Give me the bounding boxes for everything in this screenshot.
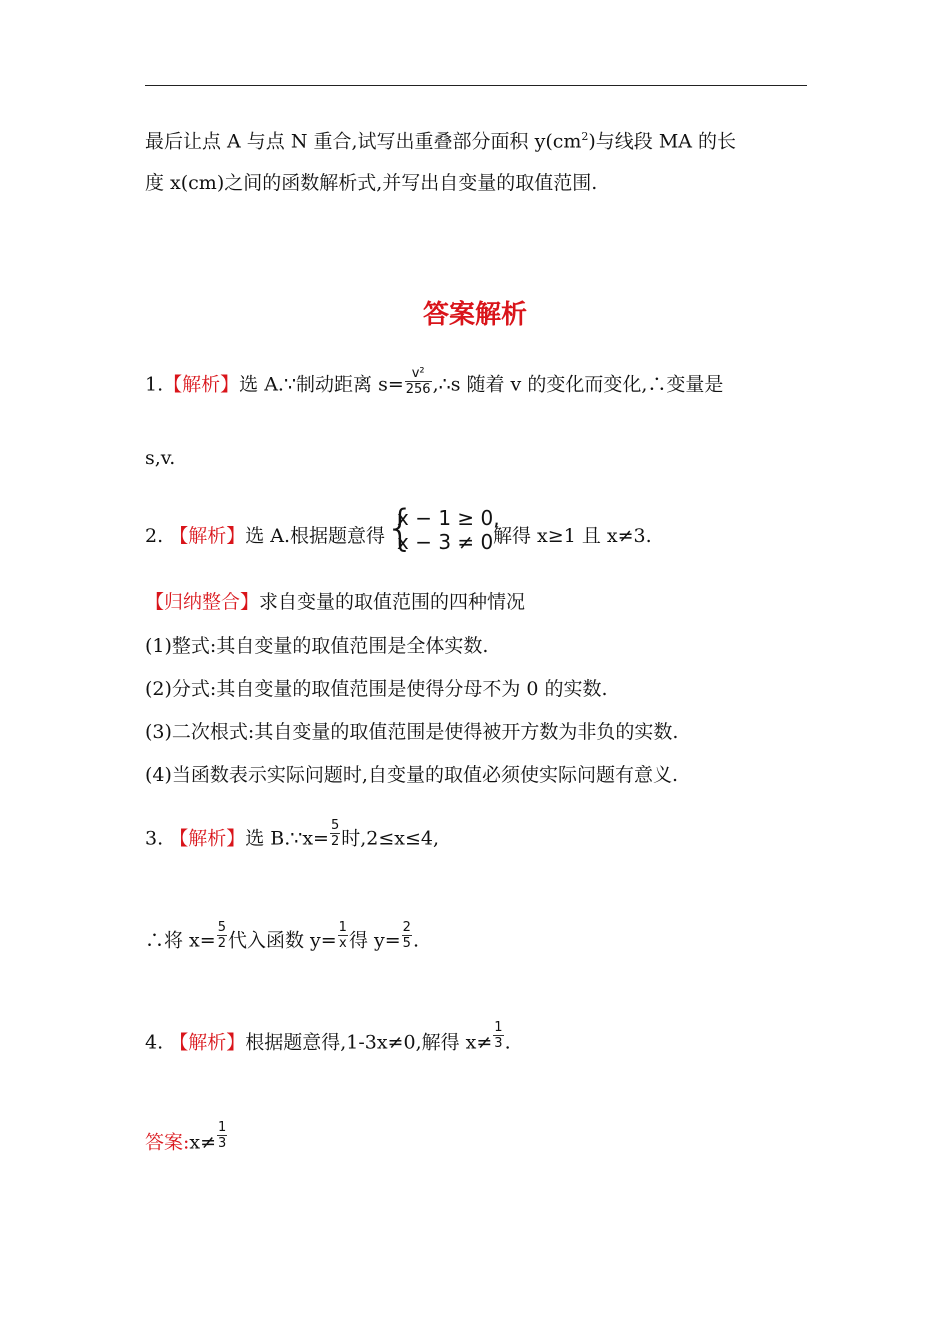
summary-heading: 【归纳整合】求自变量的取值范围的四种情况 <box>145 591 526 613</box>
q3-line: 3. 【解析】选 B.∵x= $\frac{5}{2}$ 时,2≤x≤4, <box>145 818 440 850</box>
section-title: 答案解析 <box>422 300 527 330</box>
problem-text-line-1: 最后让点 A 与点 N 重合,试写出重叠部分面积 $y(cm^2)$与线段 MA 的长 <box>145 130 737 153</box>
q4-fraction: $\frac{1}{3}$ <box>494 1020 503 1051</box>
answer-label: 答案: <box>145 1131 190 1154</box>
summary-tag: 【归纳整合】 <box>145 591 260 613</box>
q2-tag: 【解析】 <box>169 525 246 547</box>
q1-line: 1.【解析】选 A.∵制动距离 s= $\frac{\text{v²}}{256}$ ,∴s 随着 v 的变化而变化,∴变量是 <box>145 366 724 397</box>
q3-fraction-4: $\frac{2}{5}$ <box>402 920 411 951</box>
q3-tag: 【解析】 <box>169 827 246 850</box>
q3-line-2: ∴将 x= $\frac{5}{2}$ 代入函数 y= $\frac{1}{x}$ 得 y= $\frac{2}{5}$ . <box>145 920 419 952</box>
problem-text-line-2: 度 x(cm)之间的函数解析式,并写出自变量的取值范围. <box>145 172 598 194</box>
q1-continuation: s,v. <box>145 447 176 469</box>
header-rule <box>145 85 807 86</box>
q2-line: 2. 【解析】选 A.根据题意得 { x − 1 ≥ 0, x − 3 ≠ 0 解得 x≥1 且 x≠3. <box>145 500 652 556</box>
summary-item: (2)分式:其自变量的取值范围是使得分母不为 0 的实数. <box>145 678 608 700</box>
q3-fraction-1: $\frac{5}{2}$ <box>330 818 340 849</box>
answer-fraction: $\frac{1}{3}$ <box>218 1120 227 1151</box>
q1-fraction: $\frac{\text{v²}}{256}$ <box>405 366 431 397</box>
q4-line: 4. 【解析】根据题意得,1-3x≠0,解得 x≠ $\frac{1}{3}$ . <box>145 1020 511 1054</box>
summary-item: (1)整式:其自变量的取值范围是全体实数. <box>145 635 489 657</box>
q1-tag: 【解析】 <box>163 373 240 396</box>
superscript: 2 <box>581 130 589 143</box>
q3-fraction-3: $\frac{1}{x}$ <box>338 920 347 951</box>
summary-item: (4)当函数表示实际问题时,自变量的取值必须使实际问题有意义. <box>145 764 678 786</box>
q2-equation-system: { x − 1 ≥ 0, x − 3 ≠ 0 <box>385 500 500 556</box>
q4-tag: 【解析】 <box>169 1031 246 1054</box>
q3-fraction-2: $\frac{5}{2}$ <box>217 920 226 951</box>
summary-item: (3)二次根式:其自变量的取值范围是使得被开方数为非负的实数. <box>145 721 679 743</box>
answer-line: 答案:x≠ $\frac{1}{3}$ <box>145 1120 227 1154</box>
